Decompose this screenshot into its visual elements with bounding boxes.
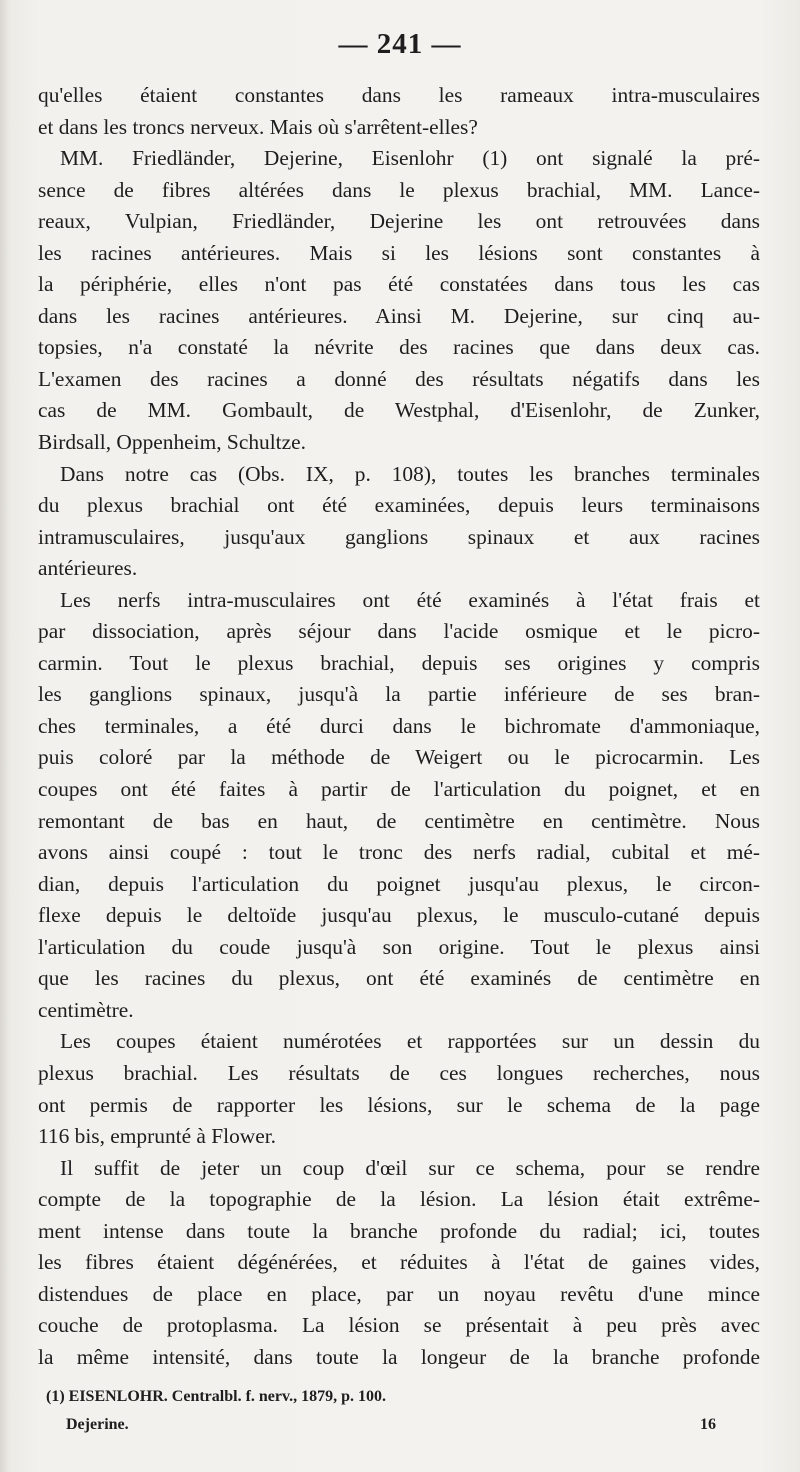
text-line: Il suffit de jeter un coup d'œil sur ce schema, pour se rendre bbox=[60, 1155, 760, 1180]
text-line: topsies, n'a constaté la névrite des racines que dans deux cas. bbox=[38, 335, 760, 360]
footer-signature: Dejerine. bbox=[66, 1416, 129, 1433]
text-line: dans les racines antérieures. Ainsi M. Dejerine, sur cinq au- bbox=[38, 303, 760, 328]
text-line: et dans les troncs nerveux. Mais où s'arrêtent-elles? bbox=[38, 114, 478, 139]
text-line: centimètre. bbox=[38, 997, 134, 1022]
text-line: que les racines du plexus, ont été examinés de centimètre en bbox=[38, 966, 760, 991]
text-line: remontant de bas en haut, de centimètre en centimètre. Nous bbox=[38, 808, 760, 833]
text-line: l'articulation du coude jusqu'à son origine. Tout le plexus ainsi bbox=[38, 934, 760, 959]
text-line: ches terminales, a été durci dans le bichromate d'ammoniaque, bbox=[38, 713, 760, 738]
text-line: les racines antérieures. Mais si les lésions sont constantes à bbox=[38, 240, 760, 265]
text-line: puis coloré par la méthode de Weigert ou le picrocarmin. Les bbox=[38, 745, 760, 770]
text-line: compte de la topographie de la lésion. La lésion était extrême- bbox=[38, 1187, 760, 1212]
text-line: qu'elles étaient constantes dans les rameaux intra-musculaires bbox=[38, 83, 760, 107]
footnote: (1) EISENLOHR. Centralbl. f. nerv., 1879, p. 100. bbox=[46, 1388, 387, 1405]
paragraph bbox=[38, 1153, 760, 1374]
text-line: par dissociation, après séjour dans l'acide osmique et le picro- bbox=[38, 619, 760, 644]
text-line: Les coupes étaient numérotées et rapportées sur un dessin du bbox=[60, 1029, 760, 1054]
paragraph bbox=[38, 459, 760, 585]
paragraph bbox=[38, 143, 760, 458]
text-line: reaux, Vulpian, Friedländer, Dejerine les ont retrouvées dans bbox=[38, 209, 760, 234]
text-line: dian, depuis l'articulation du poignet jusqu'au plexus, le circon- bbox=[38, 871, 760, 896]
text-line: L'examen des racines a donné des résultats négatifs dans les bbox=[38, 366, 760, 391]
text-line: cas de MM. Gombault, de Westphal, d'Eisenlohr, de Zunker, bbox=[38, 398, 760, 423]
text-line: carmin. Tout le plexus brachial, depuis ses origines y compris bbox=[38, 650, 760, 675]
text-line: plexus brachial. Les résultats de ces longues recherches, nous bbox=[38, 1060, 760, 1085]
page-number: — 241 — bbox=[338, 28, 462, 60]
text-line: la même intensité, dans toute la longeur de la branche profonde bbox=[38, 1344, 760, 1369]
text-line: la périphérie, elles n'ont pas été constatées dans tous les cas bbox=[38, 272, 760, 297]
text-line: intramusculaires, jusqu'aux ganglions spinaux et aux racines bbox=[38, 524, 760, 549]
text-line: avons ainsi coupé : tout le tronc des nerfs radial, cubital et mé- bbox=[38, 840, 760, 865]
text-line: Birdsall, Oppenheim, Schultze. bbox=[38, 430, 306, 455]
paragraph bbox=[38, 1026, 760, 1152]
text-line: coupes ont été faites à partir de l'articulation du poignet, et en bbox=[38, 777, 760, 802]
footer-sheet-number: 16 bbox=[700, 1416, 716, 1433]
text-line: MM. Friedländer, Dejerine, Eisenlohr (1) ont signalé la pré- bbox=[60, 146, 760, 171]
paragraph bbox=[38, 585, 760, 1027]
text-body bbox=[38, 80, 760, 1373]
text-line: flexe depuis le deltoïde jusqu'au plexus, le musculo-cutané depuis bbox=[38, 903, 760, 928]
text-line: 116 bis, emprunté à Flower. bbox=[38, 1124, 277, 1149]
text-line: les ganglions spinaux, jusqu'à la partie inférieure de ses bran- bbox=[38, 682, 760, 707]
text-line: du plexus brachial ont été examinées, depuis leurs terminaisons bbox=[38, 493, 760, 518]
text-line: ment intense dans toute la branche profonde du radial; ici, toutes bbox=[38, 1218, 760, 1243]
text-line: couche de protoplasma. La lésion se présentait à peu près avec bbox=[38, 1313, 760, 1338]
text-line: distendues de place en place, par un noyau revêtu d'une mince bbox=[38, 1281, 760, 1306]
text-line: sence de fibres altérées dans le plexus brachial, MM. Lance- bbox=[38, 177, 760, 202]
text-line: antérieures. bbox=[38, 556, 138, 581]
text-line: Dans notre cas (Obs. IX, p. 108), toutes les branches terminales bbox=[60, 461, 760, 486]
text-line: les fibres étaient dégénérées, et réduites à l'état de gaines vides, bbox=[38, 1250, 760, 1275]
paragraph bbox=[38, 80, 760, 143]
text-line: ont permis de rapporter les lésions, sur le schema de la page bbox=[38, 1092, 760, 1117]
text-line: Les nerfs intra-musculaires ont été examinés à l'état frais et bbox=[60, 587, 760, 612]
